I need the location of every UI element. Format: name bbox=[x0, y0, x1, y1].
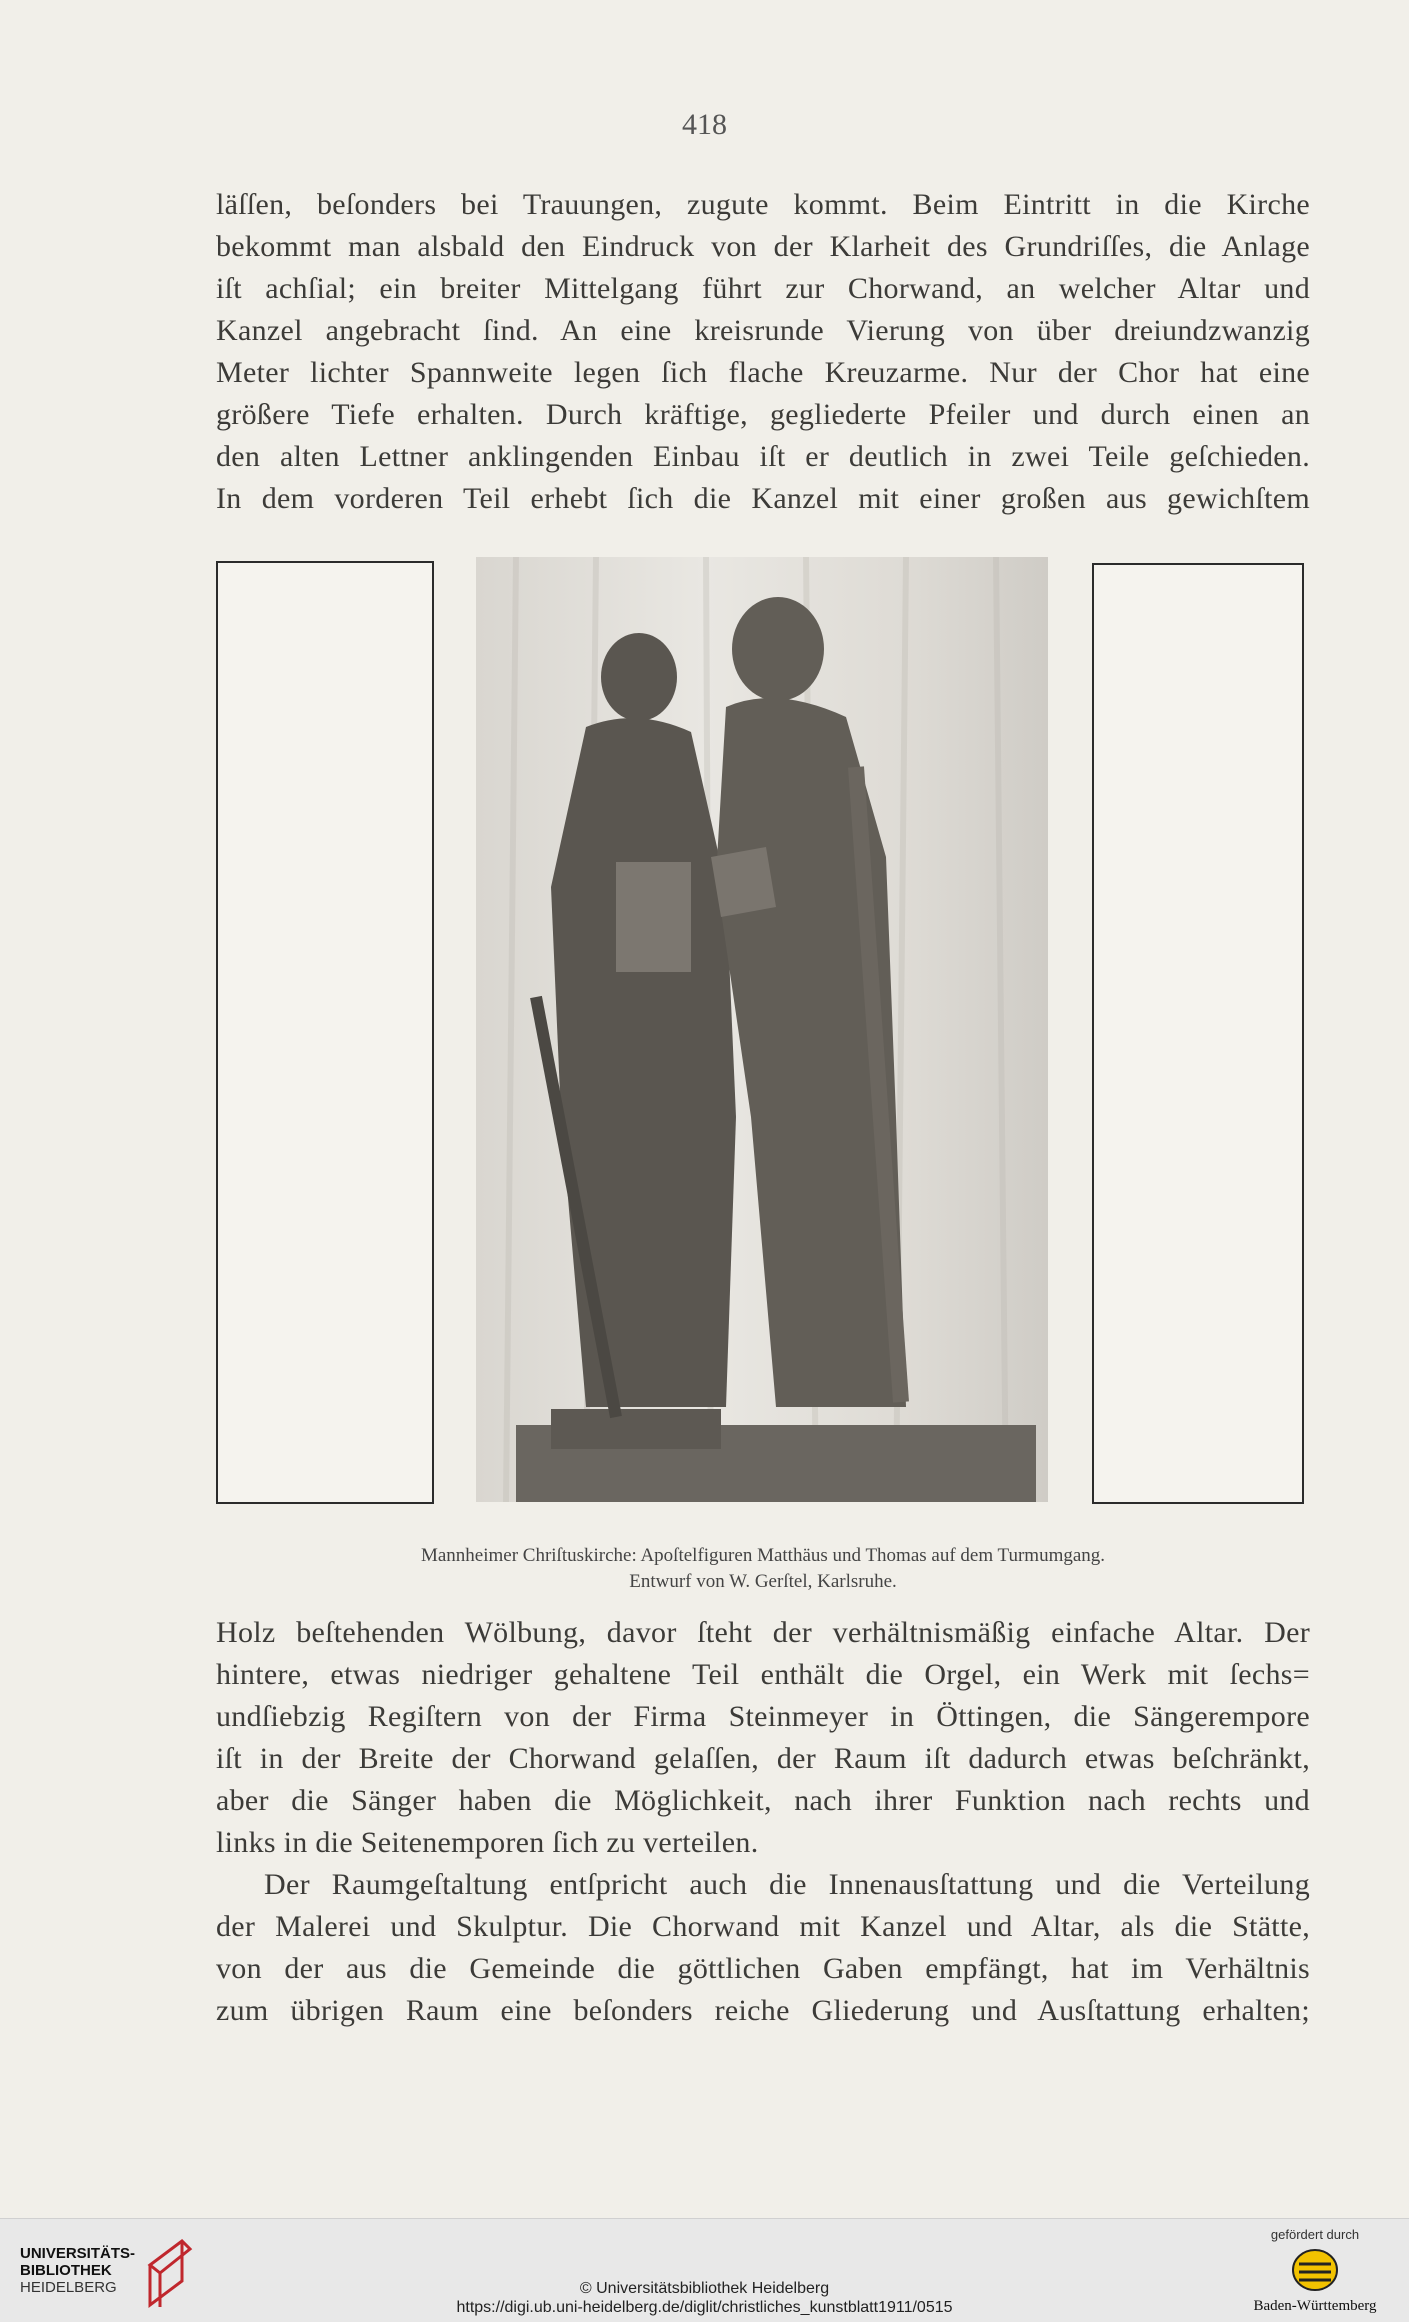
empty-frame-right bbox=[1092, 563, 1304, 1504]
figure-credit: Entwurf von W. Gerſtel, Karlsruhe. bbox=[629, 1571, 897, 1592]
page-number: 418 bbox=[682, 108, 727, 141]
apostle-figures-photo bbox=[476, 557, 1048, 1502]
text-line: den alten Lettner anklingenden Einbau iſt er deutlich in zwei Teile geſchieden. bbox=[216, 440, 1310, 473]
statue-illustration bbox=[476, 557, 1048, 1502]
text-line: In dem vorderen Teil erhebt ſich die Kanzel mit einer großen aus gewichſtem bbox=[216, 482, 1310, 515]
sponsor-block bbox=[1245, 2227, 1385, 2315]
sponsor-name: Baden-Württemberg bbox=[1253, 2298, 1377, 2314]
library-name-line3: HEIDELBERG bbox=[20, 2279, 117, 2296]
body-text-top bbox=[216, 184, 1310, 520]
figure-caption: Mannheimer Chriſtuskirche: Apoſtelfiguren Matthäus und Thomas auf dem Turmumgang. bbox=[420, 1545, 1106, 1566]
body-text-bottom bbox=[216, 1612, 1310, 2032]
text-line: Der Raumgeſtaltung entſpricht auch die Innenausſtattung und die Verteilung bbox=[264, 1868, 1310, 1901]
text-line: größere Tiefe erhalten. Durch kräftige, gegliederte Pfeiler und durch einen an bbox=[216, 398, 1310, 431]
text-line: iſt achſial; ein breiter Mittelgang führt zur Chorwand, an welcher Altar und bbox=[216, 272, 1310, 305]
empty-frame-left bbox=[216, 561, 434, 1504]
page-url-link[interactable]: https://digi.ub.uni-heidelberg.de/diglit/christliches_kunstblatt1911/0515 bbox=[456, 2299, 953, 2316]
library-name-line1: UNIVERSITÄTS- bbox=[20, 2245, 136, 2262]
copyright-text: © Universitätsbibliothek Heidelberg bbox=[579, 2280, 830, 2297]
text-line: bekommt man alsbald den Eindruck von der Klarheit des Grundriſſes, die Anlage bbox=[216, 230, 1310, 263]
copyright-notice bbox=[0, 2279, 1409, 2317]
text-line: hintere, etwas niedriger gehaltene Teil enthält die Orgel, ein Werk mit ſechs= bbox=[216, 1658, 1310, 1691]
text-line: iſt in der Breite der Chorwand gelaſſen, der Raum iſt dadurch etwas beſchränkt, bbox=[216, 1742, 1310, 1775]
text-line: links in die Seitenemporen ſich zu verteilen. bbox=[216, 1826, 759, 1859]
state-seal-icon bbox=[1287, 2246, 1343, 2294]
library-name-line2: BIBLIOTHEK bbox=[20, 2262, 112, 2279]
text-line: der Malerei und Skulptur. Die Chorwand mit Kanzel und Altar, als die Stätte, bbox=[216, 1910, 1310, 1943]
text-line: undſiebzig Regiſtern von der Firma Steinmeyer in Öttingen, die Sängerempore bbox=[216, 1700, 1310, 1733]
text-line: Meter lichter Spannweite legen ſich flache Kreuzarme. Nur der Chor hat eine bbox=[216, 356, 1310, 389]
sponsor-label: gefördert durch bbox=[1270, 2227, 1360, 2242]
viewer-footer bbox=[0, 2218, 1409, 2322]
text-line: von der aus die Gemeinde die göttlichen Gaben empfängt, hat im Verhältnis bbox=[216, 1952, 1310, 1985]
text-line: läſſen, beſonders bei Trauungen, zugute kommt. Beim Eintritt in die Kirche bbox=[216, 188, 1310, 221]
text-line: zum übrigen Raum eine beſonders reiche Gliederung und Ausſtattung erhalten; bbox=[216, 1994, 1310, 2027]
text-line: aber die Sänger haben die Möglichkeit, nach ihrer Funktion nach rechts und bbox=[216, 1784, 1310, 1817]
text-line: Kanzel angebracht ſind. An eine kreisrunde Vierung von über dreiundzwanzig bbox=[216, 314, 1310, 347]
text-line: Holz beſtehenden Wölbung, davor ſteht der verhältnismäßig einfache Altar. Der bbox=[216, 1616, 1310, 1649]
